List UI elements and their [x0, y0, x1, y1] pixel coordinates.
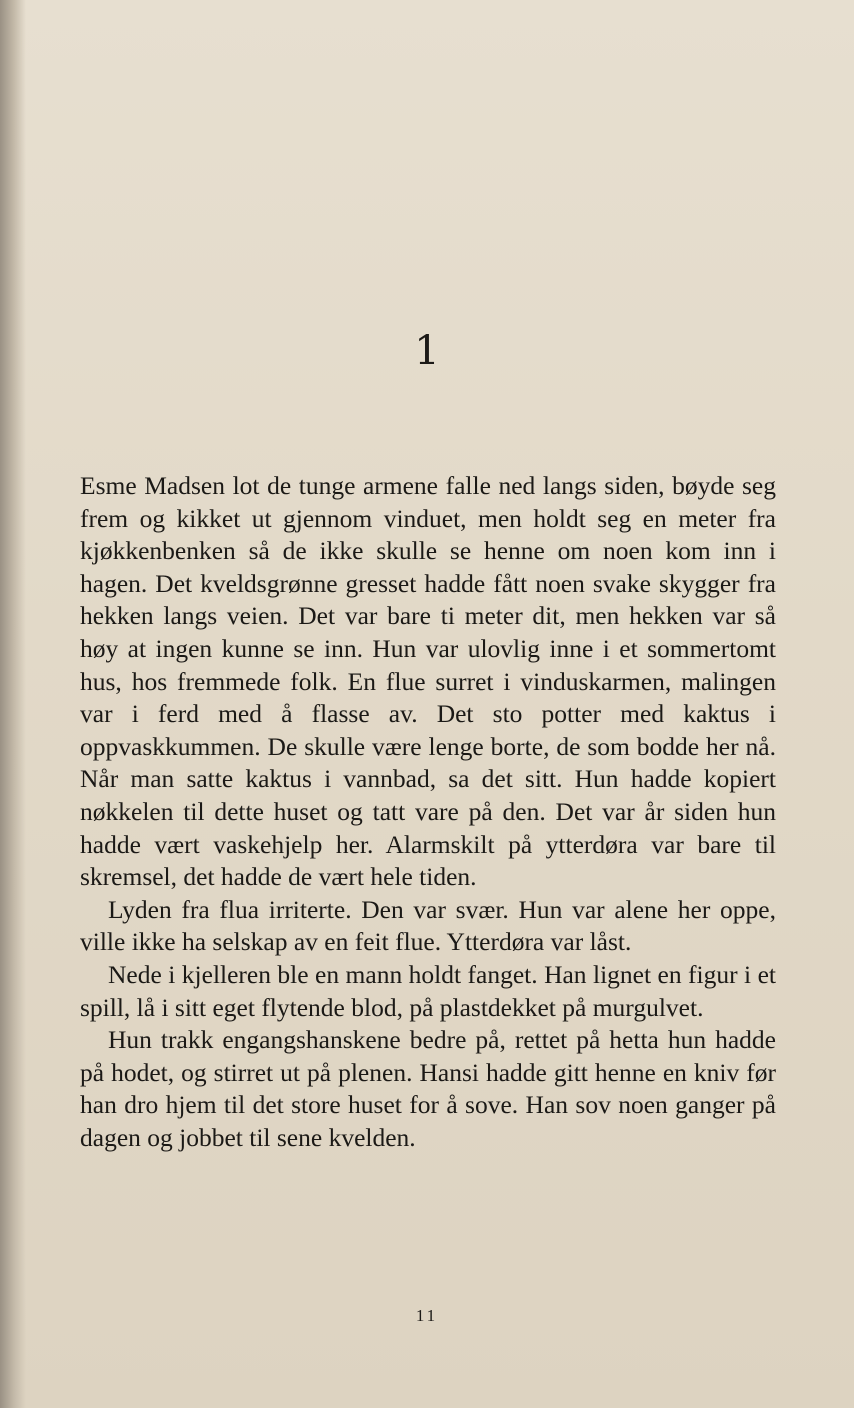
chapter-number: 1	[414, 328, 440, 374]
page-gutter-shadow	[0, 0, 26, 1408]
paragraph-1: Esme Madsen lot de tunge armene falle ned langs siden, bøyde seg frem og kikket ut gjennom vinduet, men holdt seg en meter fra kjøkkenbenken så de ikke skulle se henne om noen kom inn i hagen. Det kveldsgrønne gresset hadde fått noen svake skygger fra hekken langs veien. Det var bare ti meter dit, men hekken var så høy at ingen kunne se inn. Hun var ulovlig inne i et sommertomt hus, hos fremmede folk. En flue surret i vinduskarmen, malingen var i ferd med å flasse av. Det sto potter med kaktus i oppvaskkummen. De skulle være lenge borte, de som bodde her nå. Når man satte kaktus i vannbad, sa det sitt. Hun hadde kopiert nøkkelen til dette huset og tatt vare på den. Det var år siden hun hadde vært vaskehjelp her. Alarmskilt på ytterdøra var bare til skremsel, det hadde de vært hele tiden.	[80, 471, 776, 892]
paragraph-3: Nede i kjelleren ble en mann holdt fanget. Han lignet en figur i et spill, lå i sitt eget flytende blod, på plastdekket på murgulvet.	[80, 959, 776, 1022]
paragraph-4: Hun trakk engangshanskene bedre på, rettet på hetta hun hadde på hodet, og stirret ut på plenen. Hansi hadde gitt henne en kniv før han dro hjem til det store huset for å sove. Han sov noen ganger på dagen og jobbet til sene kvelden.	[80, 1025, 776, 1152]
chapter-body-text	[80, 470, 776, 1154]
paragraph-2: Lyden fra flua irriterte. Den var svær. Hun var alene her oppe, ville ikke ha selskap av en feit flue. Ytterdøra var låst.	[80, 894, 776, 957]
page-number: 11	[415, 1306, 439, 1325]
